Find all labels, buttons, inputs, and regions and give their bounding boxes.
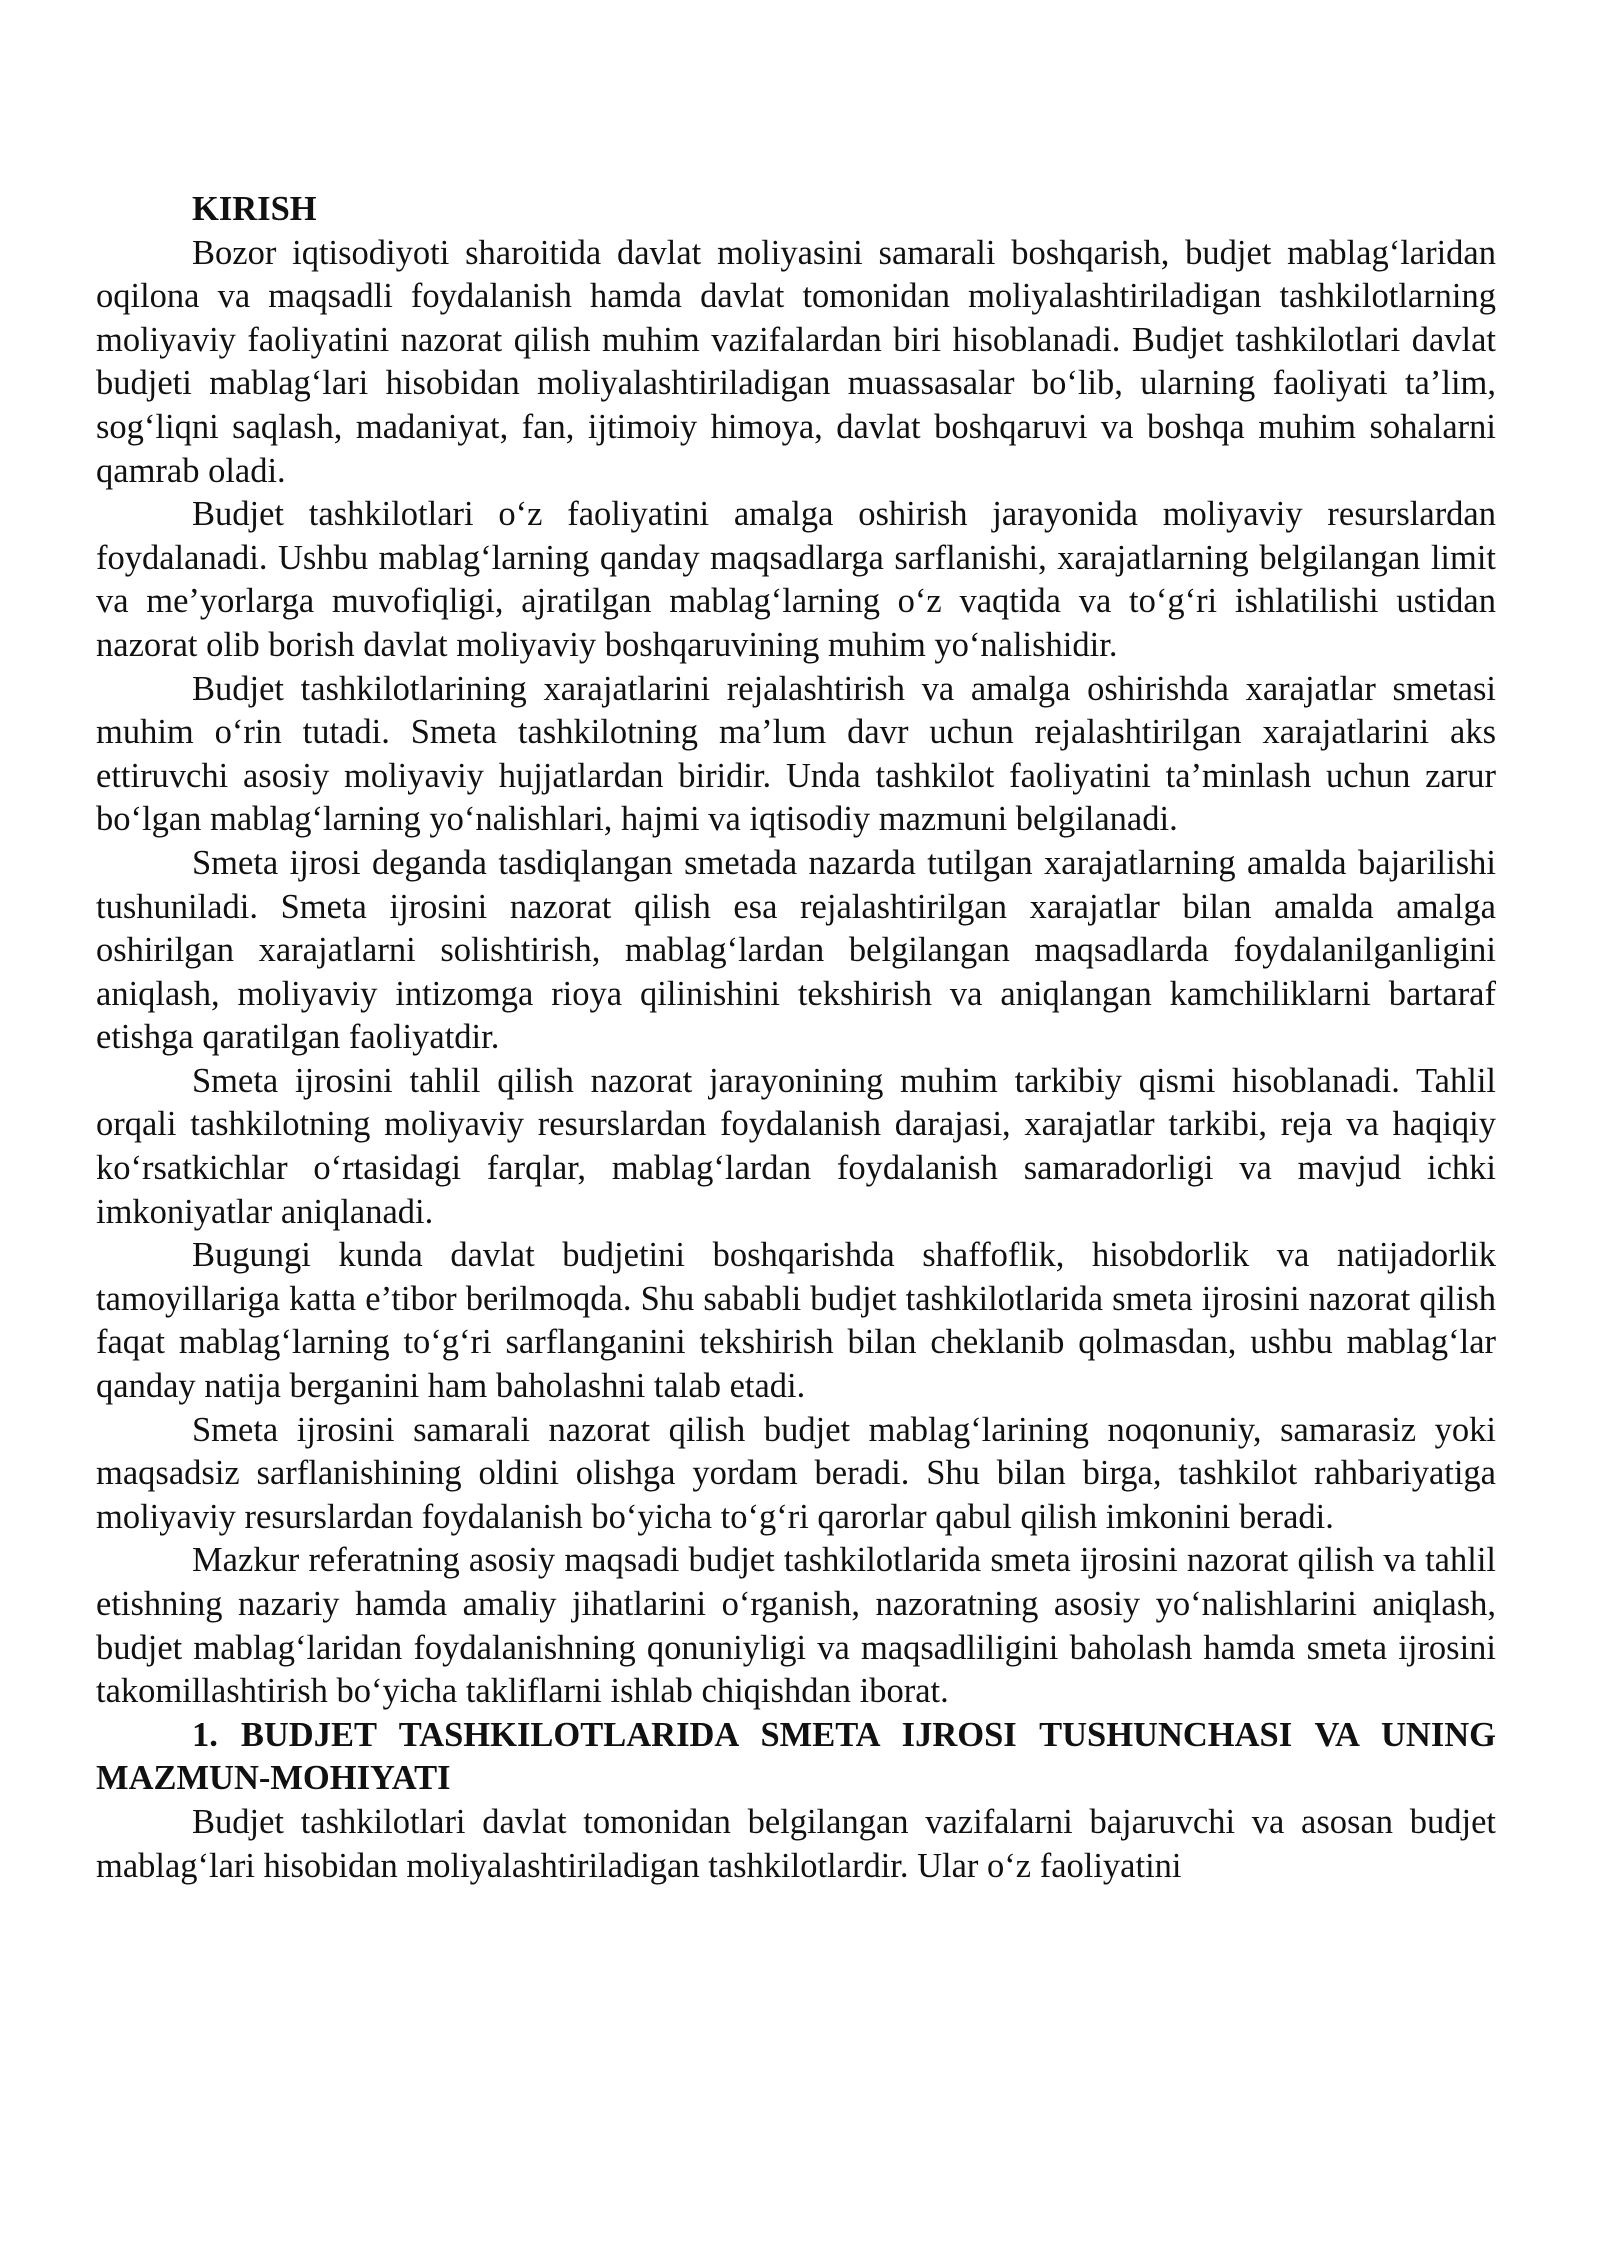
section-1-heading: 1. BUDJET TASHKILOTLARIDA SMETA IJROSI TUSHUNCHASI VA UNING MAZMUN-MOHIYATI bbox=[96, 1715, 1496, 1798]
intro-paragraph-5: Smeta ijrosini tahlil qilish nazorat jarayonining muhim tarkibiy qismi hisoblanadi. Tahlil orqali tashkilotning moliyaviy resurslardan foydalanish darajasi, xarajatlar tarkibi, reja va haqiqiy ko‘rsatkichlar o‘rtasidagi farqlar, mablag‘lardan foydalanish samaradorligi va mavjud ichki imkoniyatlar aniqlanadi. bbox=[96, 1061, 1496, 1231]
intro-paragraph-4: Smeta ijrosi deganda tasdiqlangan smetada nazarda tutilgan xarajatlarning amalda bajarilishi tushuniladi. Smeta ijrosini nazorat qilish esa rejalashtirilgan xarajatlar bilan amalda amalga oshirilgan xarajatlarni solishtirish, mablag‘lardan belgilangan maqsadlarda foydalanilganligini aniqlash, moliyaviy intizomga rioya qilinishini tekshirish va aniqlangan kamchiliklarni bartaraf etishga qaratilgan faoliyatdir. bbox=[96, 843, 1496, 1057]
intro-paragraph-7: Smeta ijrosini samarali nazorat qilish budjet mablag‘larining noqonuniy, samarasiz yoki maqsadsiz sarflanishining oldini olishga yordam beradi. Shu bilan birga, tashkilot rahbariyatiga moliyaviy resurslardan foydalanish bo‘yicha to‘g‘ri qarorlar qabul qilish imkonini beradi. bbox=[96, 1410, 1496, 1536]
intro-paragraph-3: Budjet tashkilotlarining xarajatlarini rejalashtirish va amalga oshirishda xarajatlar smetasi muhim o‘rin tutadi. Smeta tashkilotning ma’lum davr uchun rejalashtirilgan xarajatlarini aks ettiruvchi asosiy moliyaviy hujjatlardan biridir. Unda tashkilot faoliyatini ta’minlash uchun zarur bo‘lgan mablag‘larning yo‘nalishlari, hajmi va iqtisodiy mazmuni belgilanadi. bbox=[96, 669, 1496, 839]
intro-paragraph-1: Bozor iqtisodiyoti sharoitida davlat moliyasini samarali boshqarish, budjet mablag‘laridan oqilona va maqsadli foydalanish hamda davlat tomonidan moliyalashtiriladigan tashkilotlarning moliyaviy faoliyatini nazorat qilish muhim vazifalardan biri hisoblanadi. Budjet tashkilotlari davlat budjeti mablag‘lari hisobidan moliyalashtiriladigan muassasalar bo‘lib, ularning faoliyati ta’lim, sog‘liqni saqlash, madaniyat, fan, ijtimoiy himoya, davlat boshqaruvi va boshqa muhim sohalarni qamrab oladi. bbox=[96, 233, 1496, 490]
intro-paragraph-6: Bugungi kunda davlat budjetini boshqarishda shaffoflik, hisobdorlik va natijadorlik tamoyillariga katta e’tibor berilmoqda. Shu sababli budjet tashkilotlarida smeta ijrosini nazorat qilish faqat mablag‘larning to‘g‘ri sarflanganini tekshirish bilan cheklanib qolmasdan, ushbu mablag‘lar qanday natija berganini ham baholashni talab etadi. bbox=[96, 1236, 1496, 1406]
intro-heading: KIRISH bbox=[192, 190, 317, 228]
document-page bbox=[96, 188, 1496, 1888]
section-1-paragraph-1: Budjet tashkilotlari davlat tomonidan belgilangan vazifalarni bajaruvchi va asosan budjet mablag‘lari hisobidan moliyalashtiriladigan tashkilotlardir. Ular o‘z faoliyatini bbox=[96, 1802, 1496, 1885]
intro-paragraph-2: Budjet tashkilotlari o‘z faoliyatini amalga oshirish jarayonida moliyaviy resurslardan foydalanadi. Ushbu mablag‘larning qanday maqsadlarga sarflanishi, xarajatlarning belgilangan limit va me’yorlarga muvofiqligi, ajratilgan mablag‘larning o‘z vaqtida va to‘g‘ri ishlatilishi ustidan nazorat olib borish davlat moliyaviy boshqaruvining muhim yo‘nalishidir. bbox=[96, 495, 1496, 664]
intro-paragraph-8: Mazkur referatning asosiy maqsadi budjet tashkilotlarida smeta ijrosini nazorat qilish va tahlil etishning nazariy hamda amaliy jihatlarini o‘rganish, nazoratning asosiy yo‘nalishlarini aniqlash, budjet mablag‘laridan foydalanishning qonuniyligi va maqsadliligini baholash hamda smeta ijrosini takomillashtirish bo‘yicha takliflarni ishlab chiqishdan iborat. bbox=[96, 1541, 1496, 1711]
